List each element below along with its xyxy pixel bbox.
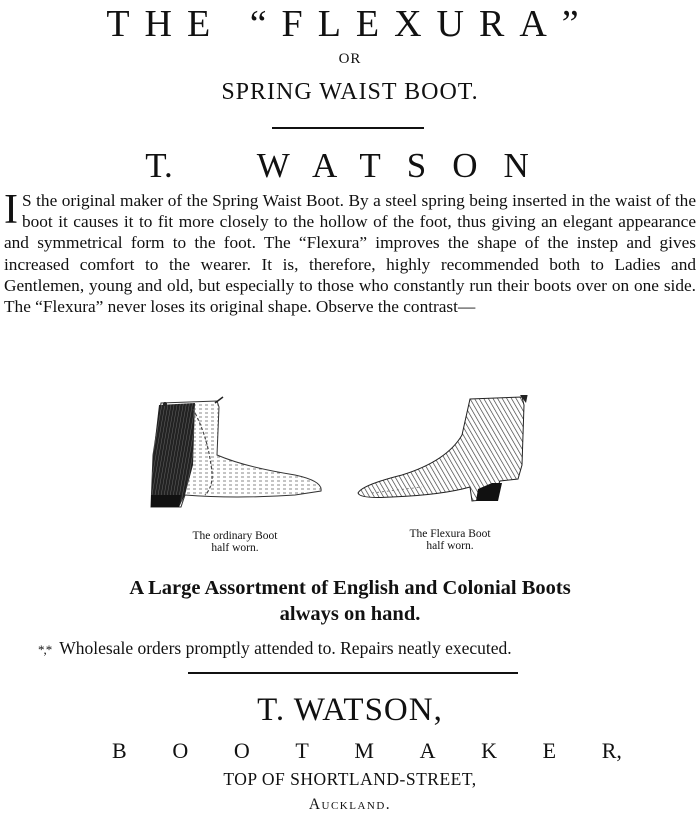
flexura-boot-caption-line1: The Flexura Boot: [409, 528, 491, 540]
flexura-boot-caption-line2: half worn.: [426, 540, 474, 552]
stock-line-2: always on hand.: [279, 603, 421, 625]
trade-letter: R,: [601, 738, 622, 763]
wholesale-text: Wholesale orders promptly attended to. Repairs neatly executed.: [59, 638, 512, 658]
drop-cap: I: [4, 187, 18, 233]
ad-title: THE “FLEXURA”: [106, 3, 594, 45]
wholesale-notice: [38, 637, 512, 661]
maker-name: [0, 146, 700, 186]
trade-letter: O: [172, 738, 189, 763]
ordinary-boot-caption-line2: half worn.: [211, 542, 259, 554]
or-label: OR: [338, 51, 362, 67]
body-paragraph: [4, 187, 696, 317]
ordinary-boot-caption: [160, 530, 310, 554]
ad-subtitle: SPRING WAIST BOOT.: [221, 79, 479, 105]
stock-line-1: A Large Assortment of English and Colonial Boots: [129, 577, 571, 599]
ordinary-boot-illustration: [145, 395, 330, 510]
street-address: TOP OF SHORTLAND-STREET,: [223, 769, 477, 789]
trade-letter: A: [419, 738, 436, 763]
flexura-boot-caption: [375, 528, 525, 552]
trade-letter: T: [295, 738, 309, 763]
body-text: S the original maker of the Spring Waist Boot. By a steel spring being inserted in the waist of the boot it causes it to fit more closely to the hollow of the foot, thus giving an elegant appearance and symmetrical form to the foot. The “Flexura” improves the shape of the instep and gives increased comfort to the wearer. It is, therefore, highly recommended both to Ladies and Gentlemen, young and old, but especially to those who constantly run their boots over on one side. The “Flexura” never loses its original shape. Observe the contrast—: [4, 191, 696, 317]
flexura-boot-illustration: [352, 395, 542, 515]
divider-rule: [272, 127, 424, 129]
trade-letter: E: [542, 738, 557, 763]
trade-letter: M: [354, 738, 374, 763]
trade-letter: K: [481, 738, 498, 763]
city-name: Auckland.: [308, 796, 392, 813]
trade-letter: B: [112, 738, 127, 763]
trade-letter: O: [233, 738, 250, 763]
maker-initial: T.: [145, 146, 173, 185]
trade-line: [112, 738, 622, 764]
footer-name: T. WATSON,: [257, 692, 443, 728]
divider-rule-2: [188, 672, 518, 674]
asterism-mark: *,*: [38, 642, 52, 657]
maker-surname: WATSON: [256, 146, 555, 185]
ordinary-boot-caption-line1: The ordinary Boot: [192, 530, 278, 542]
